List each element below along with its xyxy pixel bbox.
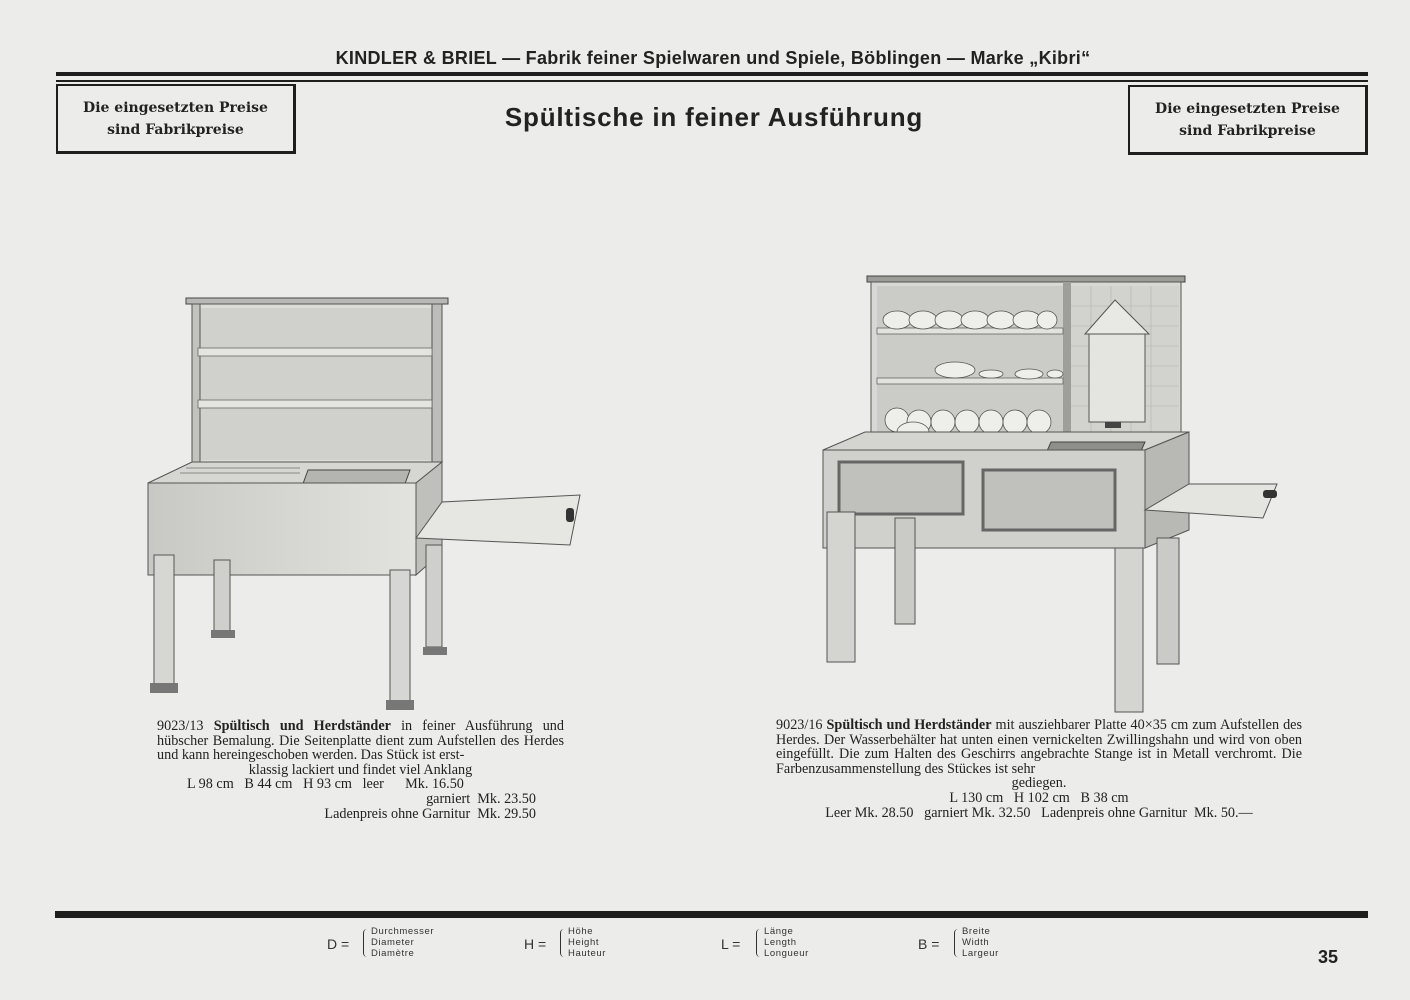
product-9023-16-name: Spültisch und Herdständer [826, 717, 992, 733]
header-title: KINDLER & BRIEL — Fabrik feiner Spielwaren und Spiele, Böblingen — Marke „Kibri“ [335, 48, 1091, 68]
product-9023-13-name: Spültisch und Herdständer [213, 718, 391, 734]
legend-letter-d: D = [327, 936, 350, 952]
legend-word: Länge [764, 926, 794, 937]
legend-word: Length [764, 937, 797, 948]
legend-word: Width [962, 937, 990, 948]
product-9023-13-body: in feiner Ausführung und hübscher Bemalung. Die Seitenplatte dient zum Aufstellen des Herdes und kann hereingeschoben werden. Das Stück ist erst- [157, 718, 564, 764]
product-9023-16-text-last: gediegen. [1011, 775, 1067, 792]
price-box-right [1128, 85, 1368, 155]
legend-brace [560, 929, 567, 957]
legend-word: Diameter [371, 937, 415, 948]
product-9023-13-description [157, 719, 564, 821]
product-9023-13-price-laden: Ladenpreis ohne Garnitur Mk. 29.50 [324, 805, 536, 822]
price-box-left-line1: Die eingesetzten Preise [83, 100, 268, 116]
product-9023-16-description [776, 718, 1302, 820]
product-9023-16-dims: L 130 cm H 102 cm B 38 cm [949, 789, 1129, 806]
product-9023-16-illustration [815, 272, 1285, 717]
legend-brace [756, 929, 763, 957]
legend-letter-b: B = [918, 936, 940, 952]
legend-word: Höhe [568, 926, 594, 937]
legend-words-d [371, 926, 434, 959]
legend-brace [363, 929, 370, 957]
product-9023-16-text [776, 718, 1302, 776]
footer-rule [55, 911, 1368, 918]
product-9023-16-number: 9023/16 [776, 717, 823, 733]
price-box-left-line2: sind Fabrikpreise [107, 122, 244, 138]
legend-words-b [962, 926, 999, 959]
legend-word: Diamètre [371, 948, 415, 959]
legend-brace [954, 929, 961, 957]
legend-word: Longueur [764, 948, 809, 959]
legend-letter-h: H = [524, 936, 547, 952]
product-9023-16-prices: Leer Mk. 28.50 garniert Mk. 32.50 Ladenpreis ohne Garnitur Mk. 50.— [825, 804, 1253, 821]
header-rule-thick [56, 72, 1368, 76]
price-box-left [56, 84, 296, 154]
price-box-right-line2: sind Fabrikpreise [1179, 123, 1316, 139]
legend-word: Breite [962, 926, 991, 937]
product-9023-13-illustration [140, 290, 590, 720]
legend-word: Height [568, 937, 600, 948]
legend-words-h [568, 926, 606, 959]
product-9023-16-body: mit ausziehbarer Platte 40×35 cm zum Aufstellen des Herdes. Der Wasserbehälter hat unten einen vernickelten Zwillingshahn und wird von oben eingefüllt. Die zum Halten des Geschirrs angebrachte Stange ist in Metall verchromt. Die Farbenzusammenstellung des Stückes ist sehr [776, 717, 1302, 777]
legend-word: Largeur [962, 948, 999, 959]
legend-words-l [764, 926, 809, 959]
page-heading: Spültische in feiner Ausführung [504, 102, 924, 132]
product-9023-13-dims: L 98 cm B 44 cm H 93 cm leer Mk. 16.50 [187, 776, 464, 793]
legend-word: Hauteur [568, 948, 606, 959]
legend-letter-l: L = [721, 936, 741, 952]
product-9023-13-price-garniert: garniert Mk. 23.50 [426, 790, 536, 807]
product-9023-13-text-last: klassig lackiert und findet viel Anklang [248, 761, 473, 778]
page-number: 35 [1318, 947, 1339, 967]
price-box-right-line1: Die eingesetzten Preise [1155, 101, 1340, 117]
legend-word: Durchmesser [371, 926, 435, 937]
product-9023-13-number: 9023/13 [157, 718, 204, 734]
product-9023-13-text [157, 719, 564, 763]
header-rule-thin [56, 80, 1368, 82]
